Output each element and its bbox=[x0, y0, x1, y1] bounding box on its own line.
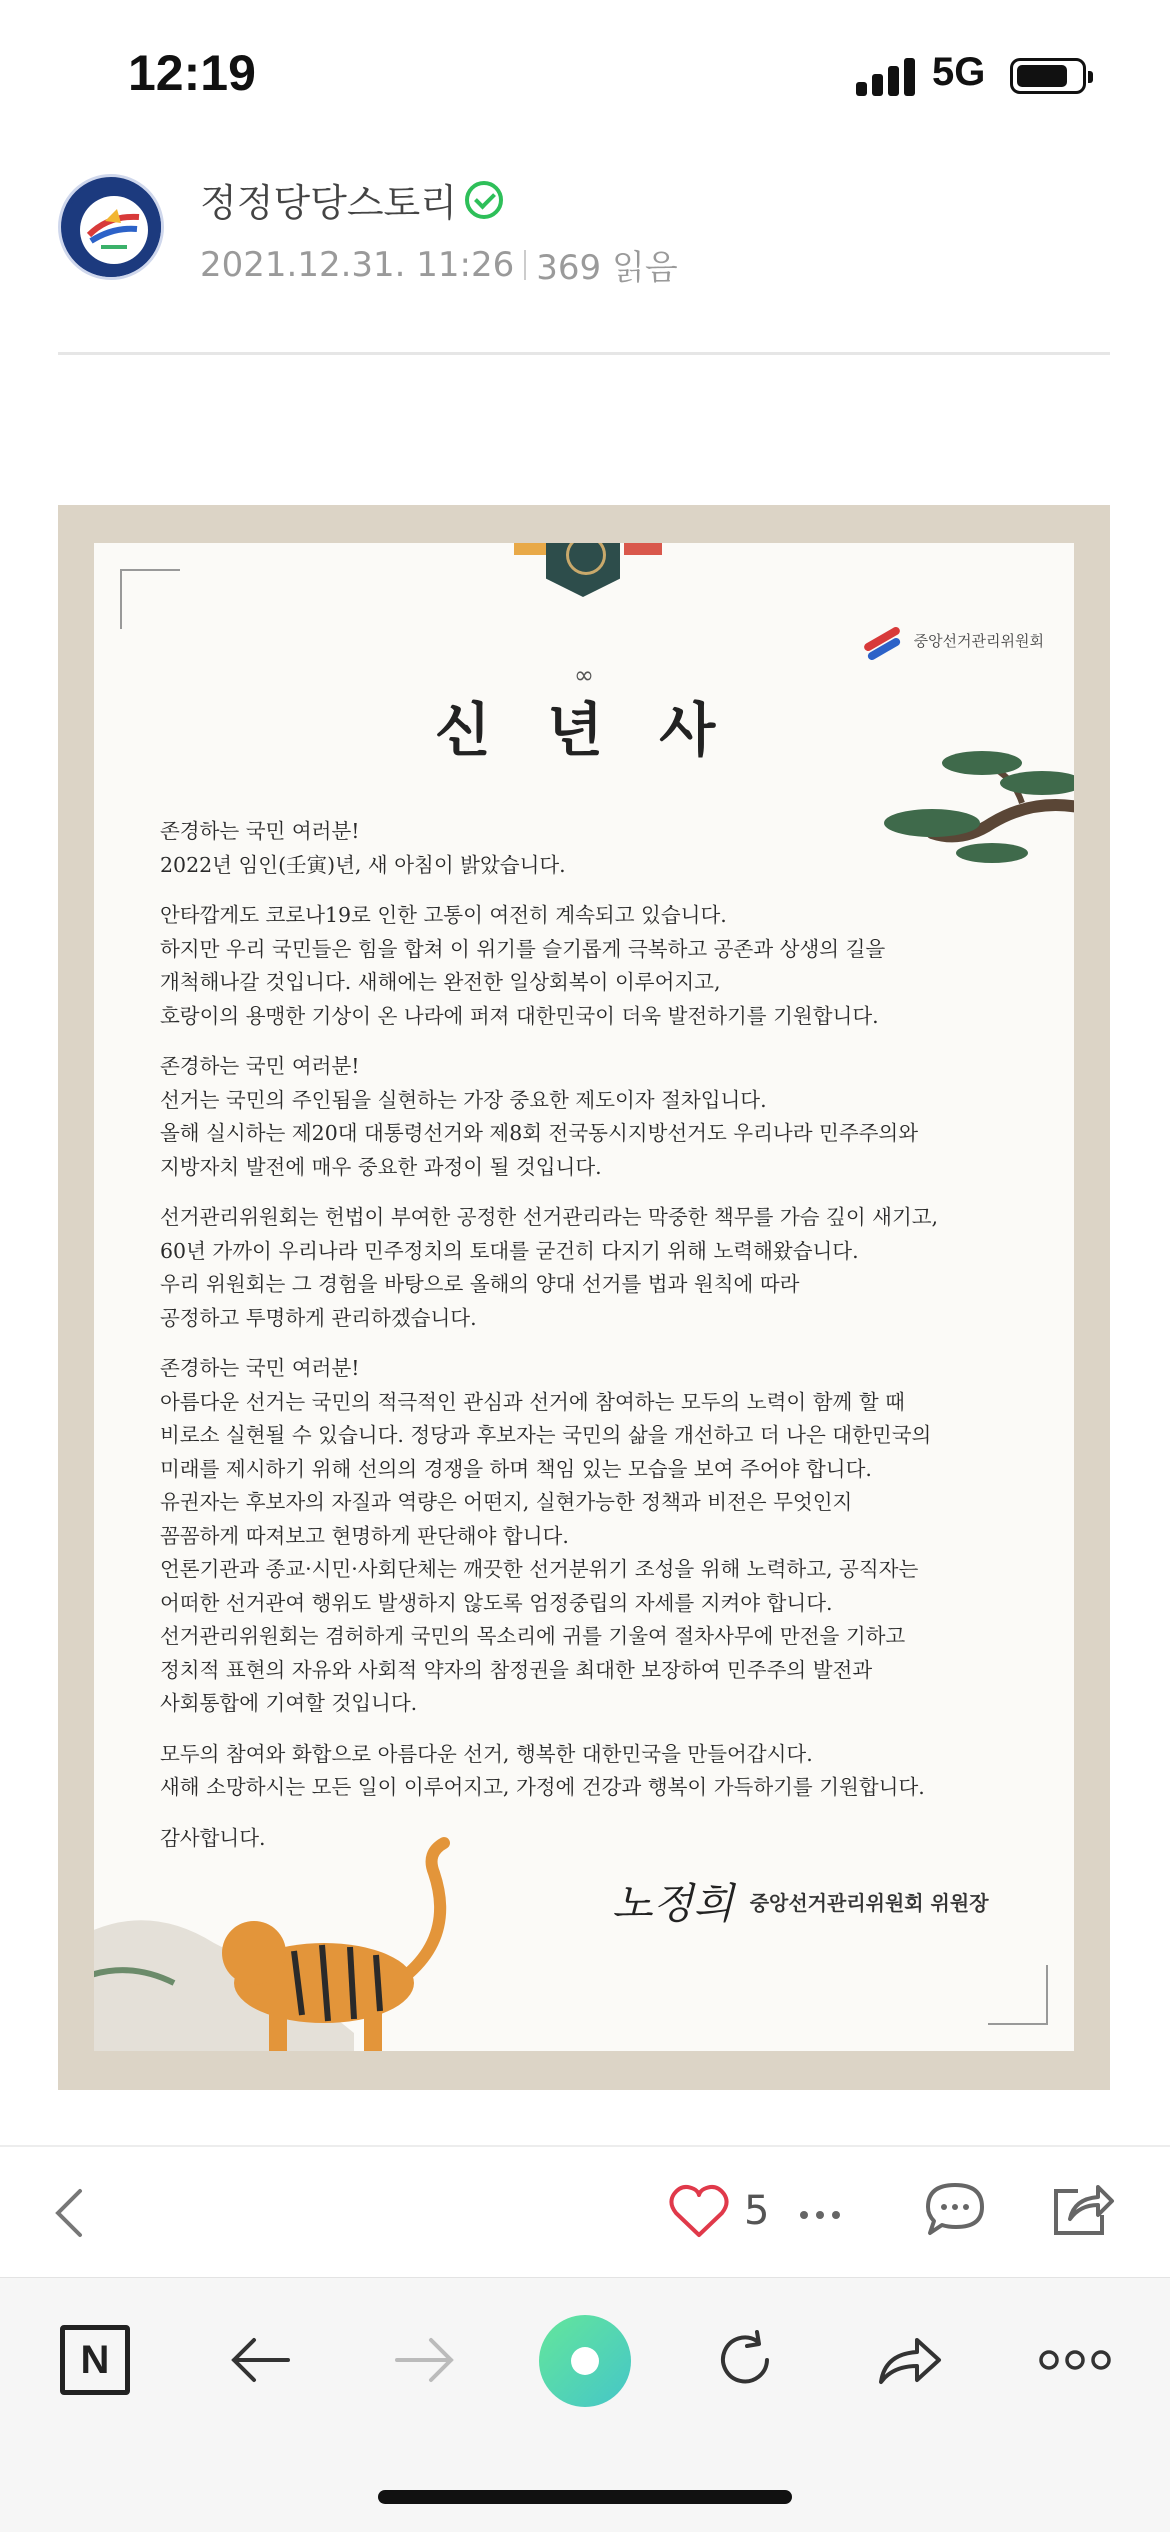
message-line: 올해 실시하는 제20대 대통령선거와 제8회 전국동시지방선거도 우리나라 민주주의와 bbox=[160, 1121, 919, 1145]
signature-block bbox=[612, 1871, 989, 1931]
message-paragraph bbox=[160, 1050, 1040, 1184]
author-label: 정정당당스토리 bbox=[200, 181, 457, 225]
commission-logo-text: 중앙선거관리위원회 bbox=[913, 631, 1044, 650]
post-meta bbox=[200, 240, 678, 289]
battery-fill bbox=[1017, 65, 1067, 87]
message-paragraph bbox=[160, 1738, 1040, 1805]
avatar[interactable] bbox=[58, 174, 164, 280]
message-line: 2022년 임인(壬寅)년, 새 아침이 밝았습니다. bbox=[160, 852, 566, 877]
verified-check-icon bbox=[465, 181, 503, 219]
naver-n-icon: N bbox=[60, 2325, 130, 2395]
ribbon-red bbox=[624, 543, 662, 555]
comment-icon[interactable] bbox=[922, 2179, 988, 2239]
arrow-right-icon bbox=[393, 2335, 457, 2385]
message-line: 정치적 표현의 자유와 사회적 약자의 참정권을 최대한 보장하여 민주주의 발전과 bbox=[160, 1657, 873, 1682]
home-indicator bbox=[378, 2490, 792, 2504]
title-ornament-icon: ∞ bbox=[574, 661, 594, 689]
message-line: 미래를 제시하기 위해 선의의 경쟁을 하며 책임 있는 모습을 보여 주어야 합니다. bbox=[160, 1456, 872, 1481]
author-name[interactable] bbox=[200, 172, 503, 227]
message-paragraph bbox=[160, 1352, 1040, 1721]
signature-name: 노정희 bbox=[612, 1879, 734, 1928]
message-line: 호랑이의 용맹한 기상이 온 나라에 퍼져 대한민국이 더욱 발전하기를 기원합니다. bbox=[160, 1003, 879, 1028]
meta-divider bbox=[524, 250, 526, 280]
back-chevron-icon[interactable] bbox=[44, 2183, 100, 2243]
message-line: 존경하는 국민 여러분! bbox=[160, 1356, 360, 1380]
green-dot-button[interactable] bbox=[538, 2314, 632, 2408]
message-line: 안타깝게도 코로나19로 인한 고통이 여전히 계속되고 있습니다. bbox=[160, 903, 727, 927]
status-bar bbox=[0, 0, 1170, 150]
message-line: 꼼꼼하게 따져보고 현명하게 판단해야 합니다. bbox=[160, 1523, 569, 1548]
message-line: 60년 가까이 우리나라 민주정치의 토대를 굳건히 다지기 위해 노력해왔습니다. bbox=[160, 1238, 859, 1263]
battery-icon bbox=[1010, 58, 1086, 94]
signal-icon bbox=[856, 56, 918, 96]
heart-icon bbox=[668, 2183, 730, 2239]
message-line: 선거관리위원회는 겸허하게 국민의 목소리에 귀를 기울여 절차사무에 만전을 기하고 bbox=[160, 1624, 906, 1648]
corner-ornament-bottom-right bbox=[988, 1965, 1048, 2025]
like-button[interactable] bbox=[668, 2183, 769, 2239]
view-count: 369 읽음 bbox=[536, 248, 678, 288]
more-options-icon[interactable] bbox=[800, 2211, 840, 2219]
header-divider bbox=[58, 352, 1110, 355]
share-icon[interactable] bbox=[1050, 2177, 1116, 2239]
message-line: 모두의 참여와 화합으로 아름다운 선거, 행복한 대한민국을 만들어갑시다. bbox=[160, 1741, 813, 1766]
green-dot-icon bbox=[539, 2315, 631, 2407]
message-line: 개척해나갈 것입니다. 새해에는 완전한 일상회복이 이루어지고, bbox=[160, 970, 721, 994]
message-line: 선거는 국민의 주인됨을 실현하는 가장 중요한 제도이자 절차입니다. bbox=[160, 1087, 767, 1112]
reload-button[interactable] bbox=[705, 2320, 785, 2400]
more-menu-icon bbox=[1037, 2348, 1113, 2372]
notice-paper bbox=[94, 543, 1074, 2051]
message-line: 지방자치 발전에 매우 중요한 과정이 될 것입니다. bbox=[160, 1154, 602, 1179]
commission-logo bbox=[860, 623, 1044, 657]
election-commission-logo-icon bbox=[61, 177, 164, 280]
corner-ornament-top-left bbox=[120, 569, 180, 629]
post-header bbox=[0, 160, 1170, 356]
message-line: 아름다운 선거는 국민의 적극적인 관심과 선거에 참여하는 모두의 노력이 함께 할 때 bbox=[160, 1389, 905, 1414]
status-time: 12:19 bbox=[128, 45, 256, 101]
share-page-button[interactable] bbox=[870, 2320, 950, 2400]
message-line: 언론기관과 종교·시민·사회단체는 깨끗한 선거분위기 조성을 위해 노력하고, 공직자는 bbox=[160, 1557, 919, 1581]
reload-icon bbox=[713, 2328, 777, 2392]
naver-home-button[interactable] bbox=[55, 2320, 135, 2400]
commission-swoosh-icon bbox=[860, 623, 906, 657]
message-line: 공정하고 투명하게 관리하겠습니다. bbox=[160, 1305, 477, 1330]
message-line: 사회통합에 기여할 것입니다. bbox=[160, 1691, 418, 1715]
like-count: 5 bbox=[744, 2188, 770, 2234]
message-line: 감사합니다. bbox=[160, 1825, 266, 1850]
message-line: 존경하는 국민 여러분! bbox=[160, 1054, 360, 1078]
notice-title: 신 년 사 bbox=[434, 696, 734, 764]
tiger-illustration-icon bbox=[94, 1833, 514, 2051]
signature-title: 중앙선거관리위원회 위원장 bbox=[749, 1890, 989, 1915]
browser-back-button[interactable] bbox=[220, 2320, 300, 2400]
message-line: 선거관리위원회는 헌법이 부여한 공정한 선거관리라는 막중한 책무를 가슴 깊이 새기고, bbox=[160, 1205, 939, 1229]
message-line: 비로소 실현될 수 있습니다. 정당과 후보자는 국민의 삶을 개선하고 더 나은 대한민국의 bbox=[160, 1423, 932, 1447]
post-date: 2021.12.31. 11:26 bbox=[200, 244, 515, 285]
post-action-bar bbox=[0, 2145, 1170, 2275]
message-line: 어떠한 선거관여 행위도 발생하지 않도록 엄정중립의 자세를 지켜야 합니다. bbox=[160, 1590, 833, 1615]
ribbon-ornament-icon bbox=[546, 543, 620, 597]
forward-share-icon bbox=[875, 2332, 945, 2388]
browser-forward-button[interactable] bbox=[385, 2320, 465, 2400]
message-line: 하지만 우리 국민들은 힘을 합쳐 이 위기를 슬기롭게 극복하고 공존과 상생의 길을 bbox=[160, 936, 886, 961]
new-year-message-image[interactable] bbox=[58, 505, 1110, 2090]
browser-toolbar bbox=[0, 2277, 1170, 2532]
network-type: 5G bbox=[932, 50, 986, 94]
message-body bbox=[160, 815, 1040, 1872]
message-paragraph bbox=[160, 1201, 1040, 1335]
arrow-left-icon bbox=[228, 2335, 292, 2385]
message-line: 유권자는 후보자의 자질과 역량은 어떤지, 실현가능한 정책과 비전은 무엇인지 bbox=[160, 1490, 853, 1514]
message-line: 존경하는 국민 여러분! bbox=[160, 819, 360, 843]
message-paragraph bbox=[160, 815, 1040, 882]
message-paragraph bbox=[160, 899, 1040, 1033]
browser-menu-button[interactable] bbox=[1032, 2320, 1118, 2400]
message-line: 우리 위원회는 그 경험을 바탕으로 올해의 양대 선거를 법과 원칙에 따라 bbox=[160, 1272, 800, 1296]
message-line: 새해 소망하시는 모든 일이 이루어지고, 가정에 건강과 행복이 가득하기를 기원합니다. bbox=[160, 1775, 925, 1799]
